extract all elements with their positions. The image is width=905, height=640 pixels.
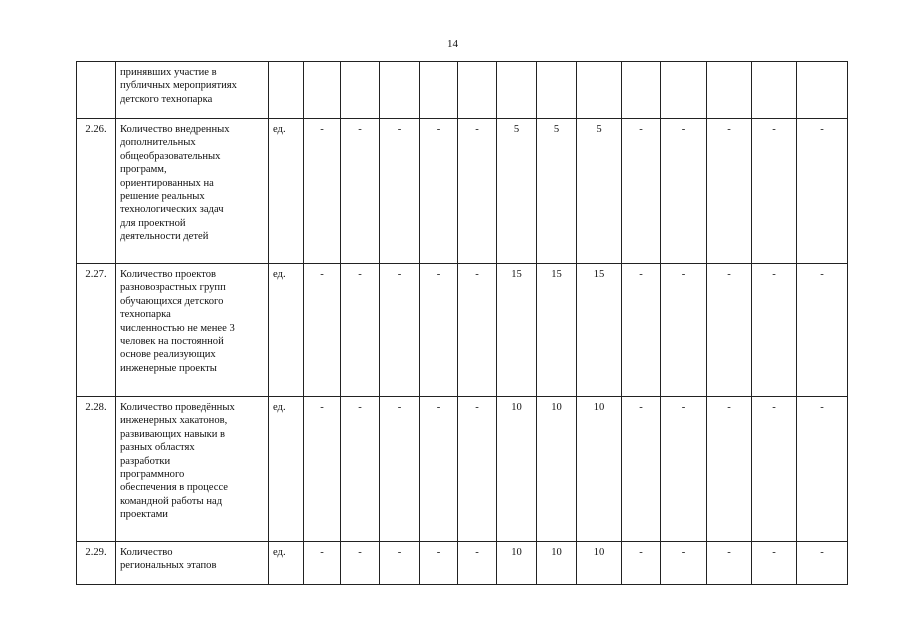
description-line: публичных мероприятиях <box>120 80 237 92</box>
unit-cell: ед. <box>269 542 304 585</box>
description-line: человек на постоянной <box>120 336 224 348</box>
value-cell <box>661 62 707 119</box>
value-cell: 5 <box>537 119 577 264</box>
description-line: инженерные проекты <box>120 362 217 374</box>
table-row <box>77 264 848 397</box>
description-line: проектами <box>120 509 168 521</box>
page-number: 14 <box>447 38 458 50</box>
value-cell: - <box>420 264 458 397</box>
value-cell <box>752 62 797 119</box>
unit-cell: ед. <box>269 119 304 264</box>
value-cell: - <box>458 264 497 397</box>
value-cell: - <box>707 119 752 264</box>
value-cell: - <box>380 397 420 542</box>
value-cell: 5 <box>497 119 537 264</box>
description-line: Количество внедренных <box>120 124 230 135</box>
description-line: Количество проведённых <box>120 402 235 413</box>
value-cell: 15 <box>497 264 537 397</box>
value-cell: - <box>661 119 707 264</box>
value-cell: - <box>707 397 752 542</box>
description-line: решение реальных <box>120 191 205 203</box>
value-cell <box>497 62 537 119</box>
value-cell: - <box>380 542 420 585</box>
value-cell: - <box>341 119 380 264</box>
description-line: программного <box>120 469 185 481</box>
value-cell: - <box>661 542 707 585</box>
value-cell: - <box>380 119 420 264</box>
value-cell: 10 <box>497 397 537 542</box>
value-cell: - <box>797 264 848 397</box>
description-line: для проектной <box>120 217 186 229</box>
value-cell <box>458 62 497 119</box>
description-line: разновозрастных групп <box>120 282 226 294</box>
value-cell: - <box>304 264 341 397</box>
value-cell: 5 <box>577 119 622 264</box>
value-cell <box>341 62 380 119</box>
value-cell: - <box>622 397 661 542</box>
value-cell: - <box>661 397 707 542</box>
description-line: дополнительных <box>120 137 196 149</box>
value-cell: - <box>622 119 661 264</box>
description-line: деятельности детей <box>120 231 209 243</box>
unit-cell <box>269 62 304 119</box>
description-line: технопарка <box>120 309 171 321</box>
table-row <box>77 397 848 542</box>
description-line: ориентированных на <box>120 177 214 189</box>
value-cell <box>537 62 577 119</box>
description-line: детского технопарка <box>120 93 213 105</box>
description-line: программ, <box>120 164 167 176</box>
value-cell: 10 <box>577 542 622 585</box>
indicator-description <box>116 542 269 585</box>
value-cell: - <box>797 542 848 585</box>
unit-cell: ед. <box>269 264 304 397</box>
description-line: принявших участие в <box>120 67 217 78</box>
row-number: 2.29. <box>77 542 116 585</box>
value-cell <box>304 62 341 119</box>
value-cell: 15 <box>537 264 577 397</box>
description-line: технологических задач <box>120 204 224 216</box>
description-line: разработки <box>120 455 171 467</box>
value-cell: - <box>458 119 497 264</box>
value-cell: - <box>661 264 707 397</box>
value-cell: - <box>304 542 341 585</box>
value-cell: 10 <box>577 397 622 542</box>
value-cell: - <box>797 119 848 264</box>
value-cell: - <box>420 542 458 585</box>
value-cell: 10 <box>537 542 577 585</box>
indicators-table <box>76 61 848 585</box>
value-cell: - <box>707 542 752 585</box>
value-cell: - <box>420 119 458 264</box>
value-cell: - <box>797 397 848 542</box>
value-cell: - <box>752 397 797 542</box>
row-number <box>77 62 116 119</box>
description-line: инженерных хакатонов, <box>120 415 228 427</box>
description-line: региональных этапов <box>120 560 217 572</box>
value-cell <box>707 62 752 119</box>
table-row <box>77 119 848 264</box>
description-line: численностью не менее 3 <box>120 322 235 334</box>
value-cell: - <box>420 397 458 542</box>
unit-cell: ед. <box>269 397 304 542</box>
value-cell: - <box>707 264 752 397</box>
table-row <box>77 542 848 585</box>
value-cell: - <box>304 119 341 264</box>
row-number: 2.27. <box>77 264 116 397</box>
value-cell: - <box>752 542 797 585</box>
value-cell: - <box>752 264 797 397</box>
value-cell: - <box>380 264 420 397</box>
value-cell <box>797 62 848 119</box>
value-cell: - <box>304 397 341 542</box>
value-cell: 10 <box>537 397 577 542</box>
value-cell: - <box>622 264 661 397</box>
description-line: развивающих навыки в <box>120 428 226 440</box>
value-cell: - <box>622 542 661 585</box>
description-line: основе реализующих <box>120 349 216 361</box>
table-row <box>77 62 848 119</box>
value-cell: - <box>458 542 497 585</box>
description-line: обеспечения в процессе <box>120 482 228 494</box>
value-cell: - <box>458 397 497 542</box>
indicator-description <box>116 62 269 119</box>
description-line: общеобразовательных <box>120 150 221 162</box>
value-cell: - <box>341 542 380 585</box>
description-line: разных областях <box>120 442 195 454</box>
value-cell: - <box>341 264 380 397</box>
value-cell: - <box>752 119 797 264</box>
row-number: 2.28. <box>77 397 116 542</box>
indicator-description <box>116 264 269 397</box>
description-line: командной работы над <box>120 495 223 507</box>
value-cell <box>380 62 420 119</box>
description-line: обучающихся детского <box>120 295 224 307</box>
description-line: Количество <box>120 547 173 558</box>
value-cell: - <box>341 397 380 542</box>
value-cell <box>577 62 622 119</box>
value-cell <box>420 62 458 119</box>
row-number: 2.26. <box>77 119 116 264</box>
indicator-description <box>116 397 269 542</box>
value-cell: 15 <box>577 264 622 397</box>
value-cell: 10 <box>497 542 537 585</box>
description-line: Количество проектов <box>120 269 217 280</box>
value-cell <box>622 62 661 119</box>
indicator-description <box>116 119 269 264</box>
